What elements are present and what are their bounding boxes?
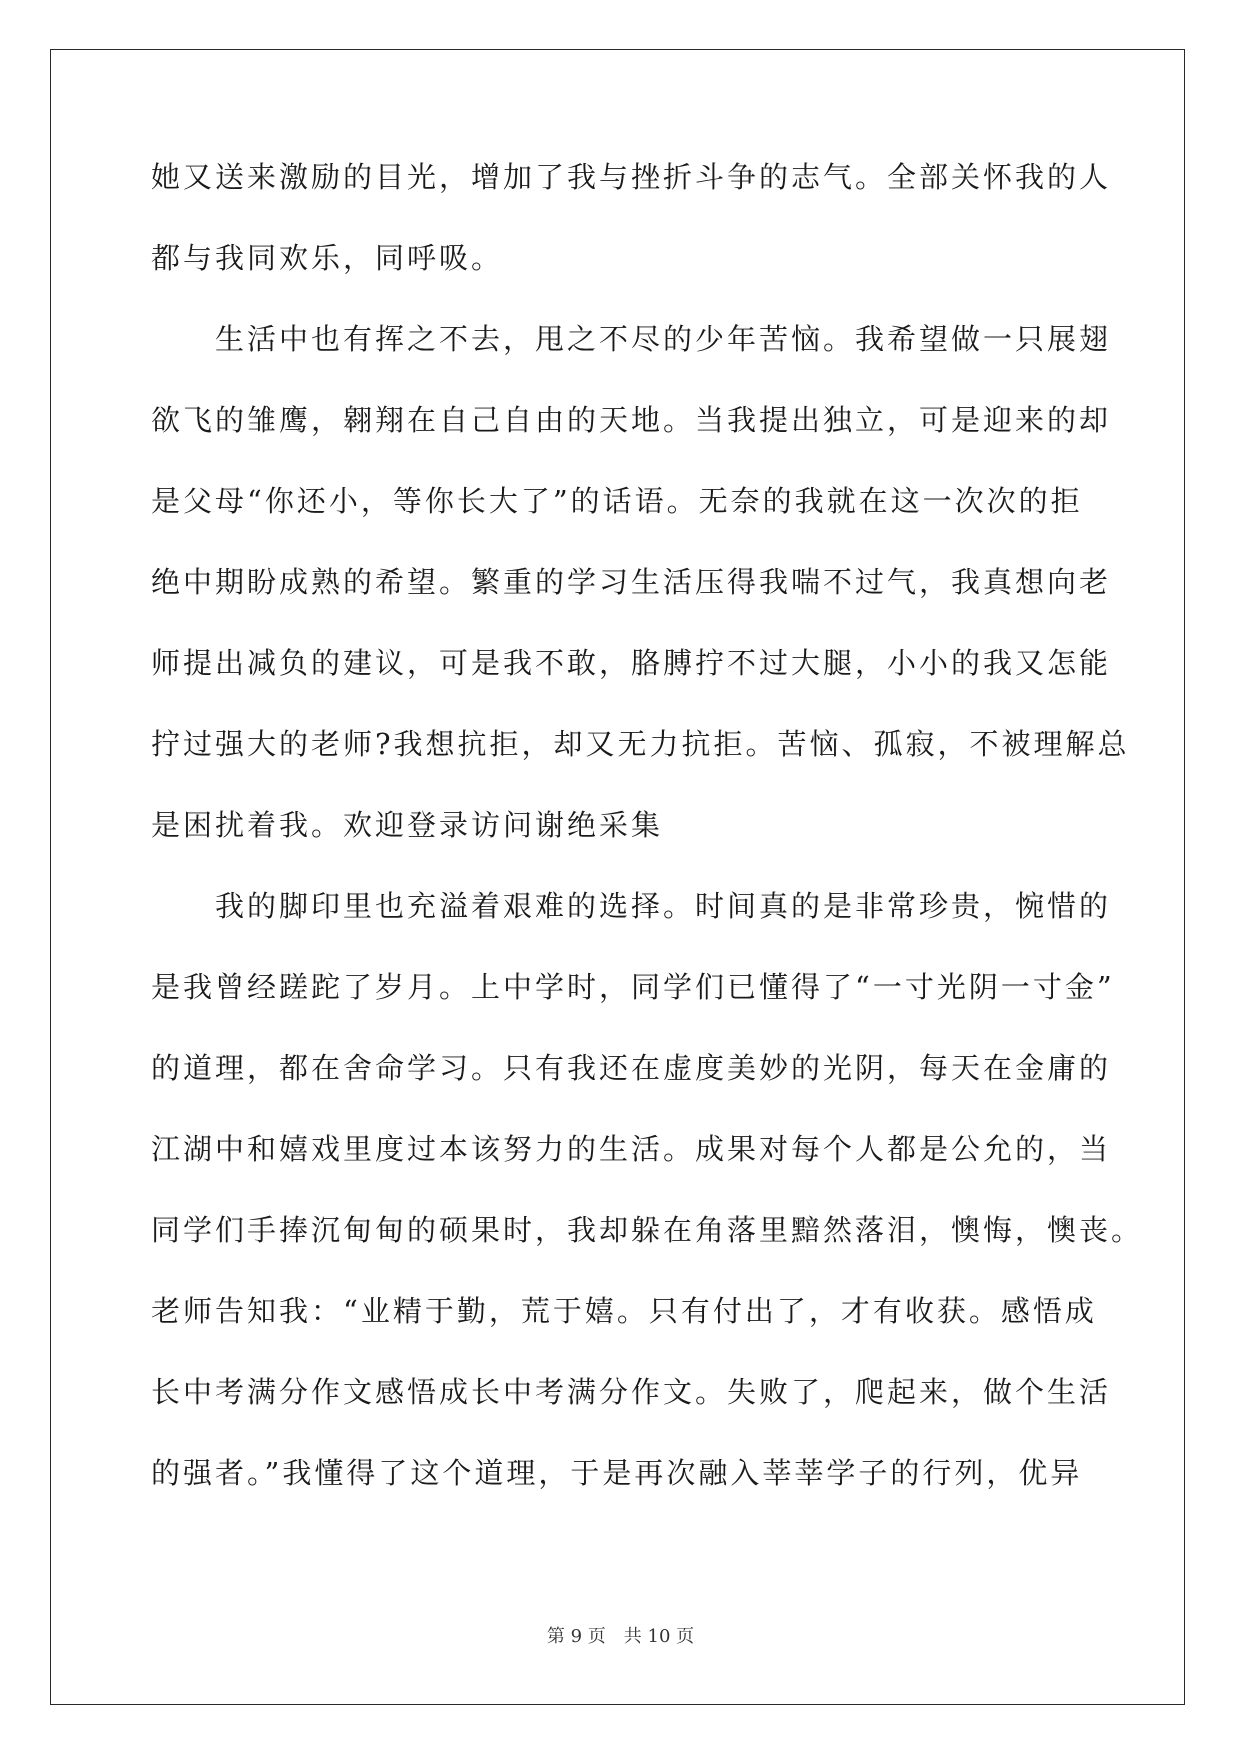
text-line: 是我曾经蹉跎了岁月。上中学时，同学们已懂得了“一寸光阴一寸金” bbox=[151, 970, 1115, 1004]
text-line: 江湖中和嬉戏里度过本该努力的生活。成果对每个人都是公允的，当 bbox=[151, 1132, 1112, 1166]
text-line: 的强者。”我懂得了这个道理，于是再次融入莘莘学子的行列，优异 bbox=[151, 1456, 1083, 1490]
text-line: 师提出减负的建议，可是我不敢，胳膊拧不过大腿，小小的我又怎能 bbox=[151, 646, 1112, 680]
text-line: 的道理，都在舍命学习。只有我还在虚度美妙的光阴，每天在金庸的 bbox=[151, 1051, 1112, 1085]
text-line: 欲飞的雏鹰，翱翔在自己自由的天地。当我提出独立，可是迎来的却 bbox=[151, 403, 1112, 437]
text-line: 同学们手捧沉甸甸的硕果时，我却躲在角落里黯然落泪，懊悔，懊丧。 bbox=[151, 1213, 1144, 1247]
text-line: 生活中也有挥之不去，甩之不尽的少年苦恼。我希望做一只展翅 bbox=[151, 322, 1112, 356]
text-line: 拧过强大的老师?我想抗拒，却又无力抗拒。苦恼、孤寂，不被理解总 bbox=[151, 727, 1130, 761]
text-line: 是父母“你还小，等你长大了”的话语。无奈的我就在这一次次的拒 bbox=[151, 484, 1083, 518]
text-line: 是困扰着我。欢迎登录访问谢绝采集 bbox=[151, 808, 664, 842]
text-line: 我的脚印里也充溢着艰难的选择。时间真的是非常珍贵，惋惜的 bbox=[151, 889, 1112, 923]
document-body bbox=[151, 160, 1144, 1539]
text-line: 长中考满分作文感悟成长中考满分作文。失败了，爬起来，做个生活 bbox=[151, 1375, 1112, 1409]
text-line: 她又送来激励的目光，增加了我与挫折斗争的志气。全部关怀我的人 bbox=[151, 160, 1112, 194]
text-line: 老师告知我：“业精于勤，荒于嬉。只有付出了，才有收获。感悟成 bbox=[151, 1294, 1097, 1328]
text-line: 都与我同欢乐，同呼吸。 bbox=[151, 241, 504, 275]
page-number: 第 9 页 共 10 页 bbox=[546, 1626, 695, 1647]
text-line: 绝中期盼成熟的希望。繁重的学习生活压得我喘不过气，我真想向老 bbox=[151, 565, 1112, 599]
